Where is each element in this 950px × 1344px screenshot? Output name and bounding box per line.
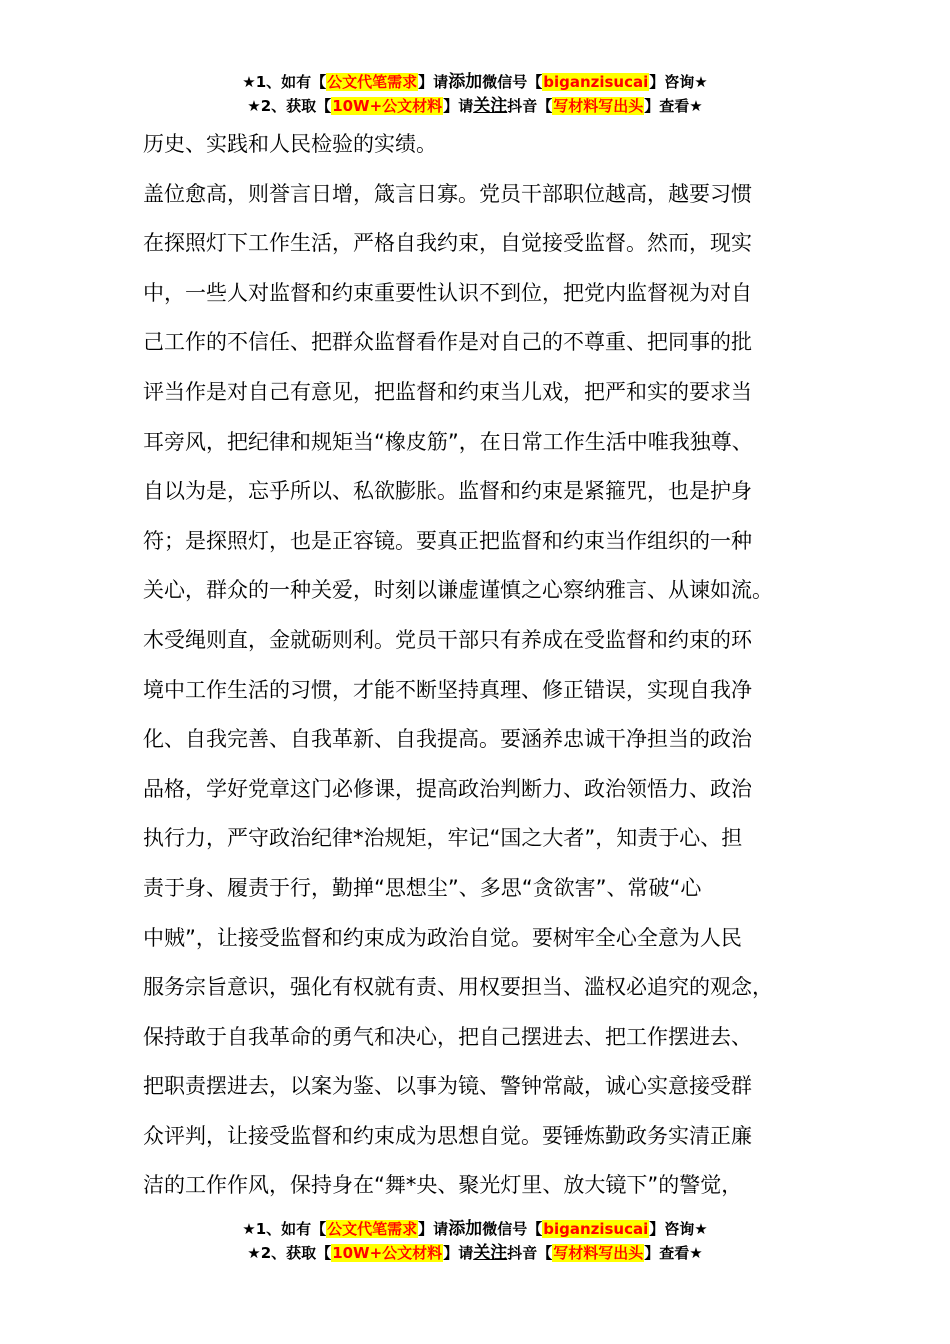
body-line: 自以为是，忘乎所以、私欲膨胀。监督和约束是紧箍咒，也是护身 bbox=[143, 479, 752, 504]
banner-line-1 bbox=[0, 70, 950, 94]
document-body bbox=[143, 120, 833, 1211]
body-line: 中，一些人对监督和约束重要性认识不到位，把党内监督视为对自 bbox=[143, 280, 752, 305]
body-line: 耳旁风，把纪律和规矩当“橡皮筋”，在日常工作生活中唯我独尊、 bbox=[143, 429, 753, 454]
banner-line-2 bbox=[0, 1241, 950, 1265]
body-line: 历史、实践和人民检验的实绩。 bbox=[143, 132, 437, 156]
body-line: 执行力，严守政治纪律*治规矩，牢记“国之大者”，知责于心、担 bbox=[143, 826, 743, 851]
body-line: 责于身、履责于行，勤掸“思想尘”、多思“贪欲害”、常破“心 bbox=[143, 875, 702, 900]
banner-text: 】请 bbox=[418, 1220, 449, 1238]
banner-highlight: 公文代笔需求 bbox=[327, 73, 418, 91]
body-line: 符；是探照灯，也是正容镜。要真正把监督和约束当作组织的一种 bbox=[143, 528, 752, 553]
body-line: 洁的工作作风，保持身在“舞*央、聚光灯里、放大镜下”的警觉， bbox=[143, 1173, 743, 1198]
body-line: 关心，群众的一种关爱，时刻以谦虚谨慎之心察纳雅言、从谏如流。 bbox=[143, 578, 773, 603]
banner-highlight: biganzisucai bbox=[543, 73, 649, 91]
banner-text: 】请 bbox=[443, 97, 474, 115]
banner-text: 】查看★ bbox=[644, 1244, 703, 1262]
footer-banner bbox=[0, 1217, 950, 1265]
banner-text: 】请 bbox=[418, 73, 449, 91]
banner-text: 抖音【 bbox=[507, 1244, 553, 1262]
banner-text: 抖音【 bbox=[507, 97, 553, 115]
banner-text: ★1、如有【 bbox=[242, 1220, 327, 1238]
banner-highlight: 写材料写出头 bbox=[553, 97, 644, 115]
body-line: 服务宗旨意识，强化有权就有责、用权要担当、滥权必追究的观念， bbox=[143, 975, 773, 1000]
body-line: 在探照灯下工作生活，严格自我约束，自觉接受监督。然而，现实 bbox=[143, 231, 752, 256]
banner-text: 微信号【 bbox=[482, 73, 543, 91]
body-line: 评当作是对自己有意见，把监督和约束当儿戏，把严和实的要求当 bbox=[143, 379, 752, 404]
body-line: 境中工作生活的习惯，才能不断坚持真理、修正错误，实现自我净 bbox=[143, 677, 752, 702]
banner-line-1 bbox=[0, 1217, 950, 1241]
body-line: 木受绳则直，金就砺则利。党员干部只有养成在受监督和约束的环 bbox=[143, 627, 752, 652]
banner-text: 】请 bbox=[443, 1244, 474, 1262]
header-banner bbox=[0, 70, 950, 118]
body-line: 保持敢于自我革命的勇气和决心，把自己摆进去、把工作摆进去、 bbox=[143, 1024, 752, 1049]
banner-emphasis: 关注 bbox=[473, 1243, 508, 1263]
banner-text: ★1、如有【 bbox=[242, 73, 327, 91]
body-line: 把职责摆进去，以案为鉴、以事为镜、警钟常敲，诚心实意接受群 bbox=[143, 1074, 752, 1099]
body-line: 中贼”，让接受监督和约束成为政治自觉。要树牢全心全意为人民 bbox=[143, 925, 742, 950]
banner-highlight: 10W+公文材料 bbox=[332, 1244, 443, 1262]
banner-text: ★2、获取【 bbox=[247, 1244, 332, 1262]
banner-highlight: 写材料写出头 bbox=[553, 1244, 644, 1262]
body-line: 品格，学好党章这门必修课，提高政治判断力、政治领悟力、政治 bbox=[143, 776, 752, 801]
banner-emphasis: 添加 bbox=[448, 1219, 483, 1239]
banner-emphasis: 关注 bbox=[473, 96, 508, 116]
banner-highlight: biganzisucai bbox=[543, 1220, 649, 1238]
banner-text: ★2、获取【 bbox=[247, 97, 332, 115]
banner-emphasis: 添加 bbox=[448, 72, 483, 92]
banner-text: 】咨询★ bbox=[649, 1220, 708, 1238]
banner-highlight: 公文代笔需求 bbox=[327, 1220, 418, 1238]
banner-text: 微信号【 bbox=[482, 1220, 543, 1238]
body-line: 己工作的不信任、把群众监督看作是对自己的不尊重、把同事的批 bbox=[143, 330, 752, 355]
banner-text: 】查看★ bbox=[644, 97, 703, 115]
body-line: 化、自我完善、自我革新、自我提高。要涵养忠诚干净担当的政治 bbox=[143, 727, 752, 752]
banner-line-2 bbox=[0, 94, 950, 118]
banner-text: 】咨询★ bbox=[649, 73, 708, 91]
banner-highlight: 10W+公文材料 bbox=[332, 97, 443, 115]
body-line: 盖位愈高，则誉言日增，箴言日寡。党员干部职位越高，越要习惯 bbox=[143, 181, 752, 206]
body-line: 众评判，让接受监督和约束成为思想自觉。要锤炼勤政务实清正廉 bbox=[143, 1123, 752, 1148]
